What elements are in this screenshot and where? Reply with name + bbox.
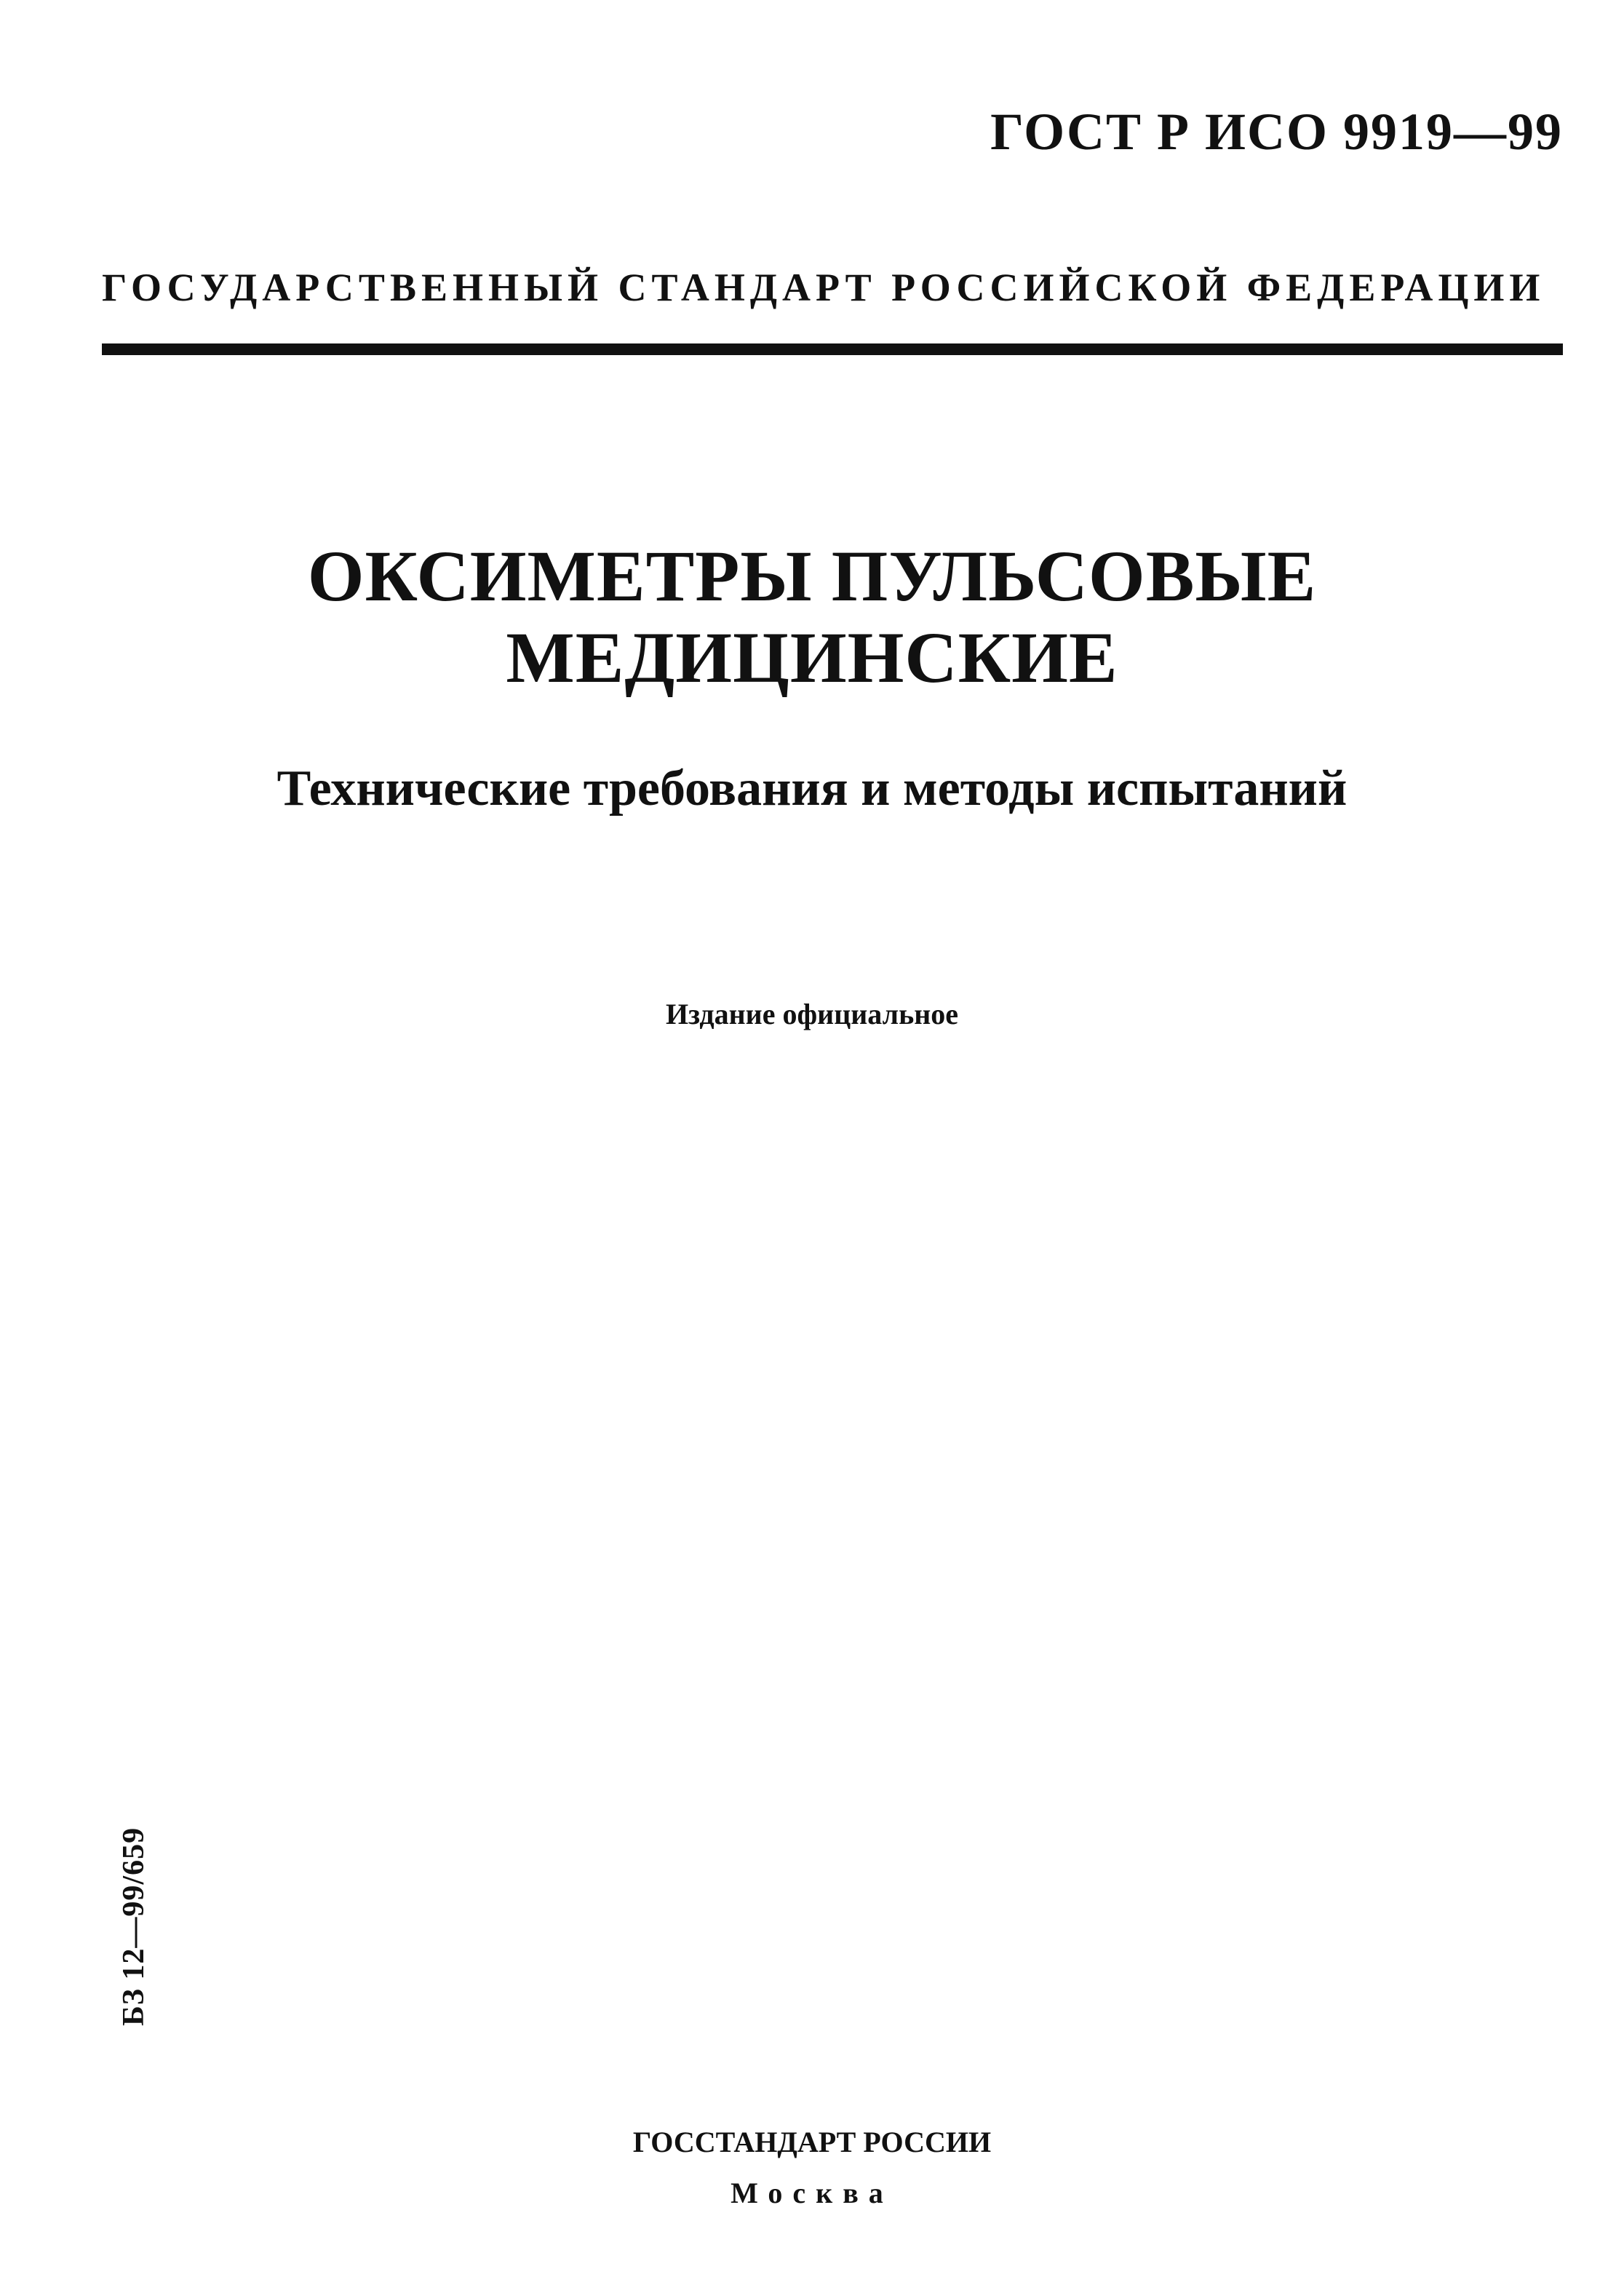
document-subtitle: Технические требования и методы испытаний bbox=[276, 760, 1348, 816]
title-line-2: МЕДИЦИНСКИЕ bbox=[506, 617, 1118, 698]
state-standard-heading: ГОСУДАРСТВЕННЫЙ СТАНДАРТ РОССИЙСКОЙ ФЕДЕРАЦИИ bbox=[102, 266, 1545, 309]
document-title bbox=[0, 536, 1624, 699]
publication-city: Москва bbox=[731, 2177, 893, 2209]
standard-designation: ГОСТ Р ИСО 9919—99 bbox=[990, 103, 1563, 161]
header-divider bbox=[102, 343, 1563, 355]
publisher-name: ГОССТАНДАРТ РОССИИ bbox=[632, 2126, 992, 2158]
side-catalog-code: БЗ 12—99/659 bbox=[117, 1827, 151, 2026]
title-line-1: ОКСИМЕТРЫ ПУЛЬСОВЫЕ bbox=[307, 536, 1317, 616]
edition-note: Издание официальное bbox=[665, 998, 959, 1030]
